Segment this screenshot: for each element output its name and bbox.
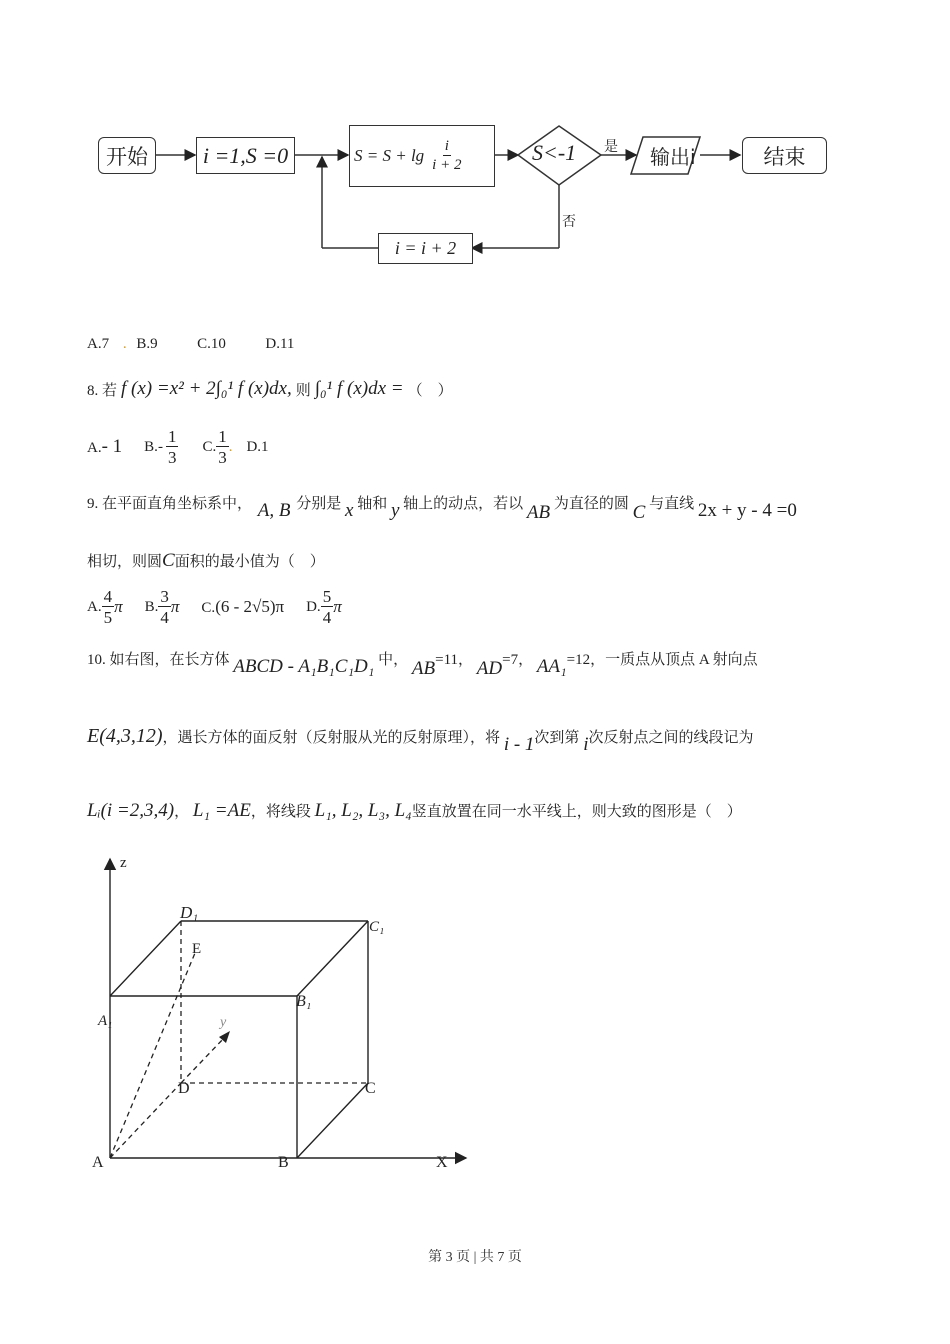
text: ，将线段 — [250, 804, 311, 820]
math-segments: L₁, L₂, L₃, L₄ — [314, 800, 412, 821]
cuboid-figure — [80, 845, 500, 1185]
q8-options — [87, 428, 269, 466]
math-cuboid: ABCD - A₁B₁C₁D₁ — [233, 656, 375, 677]
q7-option-b: B.9 — [136, 336, 158, 352]
page-footer: 第 3 页 | 共 7 页 — [428, 1250, 522, 1265]
vertex-C: C — [365, 1080, 376, 1097]
vertex-A1: A₁ — [98, 1013, 113, 1029]
q7-option-a: A.7 — [87, 336, 110, 352]
text: =12，一质点从顶点 A 射向点 — [566, 652, 758, 668]
text: 10. 如右图，在长方体 — [87, 652, 230, 668]
q8-option-c: C. $\frac{1}{3}$ . — [202, 427, 233, 467]
q7-option-d: D.11 — [265, 336, 295, 352]
math-AA1: AA₁ — [536, 656, 567, 677]
math-C: C — [632, 502, 646, 523]
q8-equation: f (x) =x² + 2∫₀¹ f (x)dx, — [121, 378, 292, 399]
question-9-line-1 — [87, 492, 867, 523]
vertex-D: D — [178, 1080, 190, 1097]
text: =7， — [502, 652, 534, 668]
axis-label-y: y — [220, 1015, 227, 1030]
question-8 — [87, 378, 453, 400]
text: =11， — [435, 652, 474, 668]
end-node — [742, 137, 827, 174]
math-line-equation: 2x + y - 4 =0 — [697, 500, 797, 521]
text: 中， — [378, 652, 409, 668]
question-9-line-2 — [87, 550, 325, 572]
math-x: x — [345, 500, 354, 521]
math-AB: AB — [526, 502, 551, 523]
cuboid-diagram — [80, 845, 500, 1185]
q9-option-b: B. $\frac{3}{4}$ π — [144, 587, 180, 627]
question-10-line-1 — [87, 648, 867, 679]
fraction-denominator: i + 2 — [432, 157, 462, 173]
math-y: y — [390, 500, 400, 521]
math-AB: A, B — [257, 500, 291, 521]
text: 与直线 — [649, 496, 695, 512]
q8-option-a: A.- 1 — [87, 436, 123, 457]
q9-option-a: A. $\frac{4}{5}$ π — [87, 587, 123, 627]
q9-option-c: C.(6 - 2√5)π — [201, 597, 285, 616]
math-Li: Lᵢ(i =2,3,4) — [87, 800, 175, 821]
text: ， — [174, 804, 190, 820]
q8-option-d: D.1 — [246, 438, 269, 455]
decorative-dot: . — [122, 336, 127, 352]
start-label: 开始 — [106, 144, 148, 169]
q8-integral: ∫₀¹ f (x)dx = — [314, 378, 404, 399]
question-10-line-3 — [87, 800, 742, 822]
q7-option-c: C.10 — [197, 336, 226, 352]
condition-label: S<-1 — [532, 140, 577, 165]
init-label: i =1,S =0 — [202, 142, 289, 168]
point-E: E — [192, 941, 202, 957]
q9-options — [87, 588, 342, 626]
text: 轴上的动点，若以 — [403, 496, 524, 512]
no-label: 否 — [562, 214, 576, 230]
text: 次反射点之间的线段记为 — [588, 730, 754, 746]
vertex-C1: C₁ — [369, 919, 385, 935]
increment-label: i = i + 2 — [394, 238, 457, 258]
update-node — [349, 125, 495, 187]
vertex-B: B — [278, 1154, 289, 1171]
vertex-D1: D₁ — [180, 903, 199, 922]
math-i: i — [583, 734, 589, 755]
end-label: 结束 — [763, 144, 806, 169]
math-AD: AD — [476, 658, 503, 679]
text: ，遇长方体的面反射（反射服从光的反射原理），将 — [162, 730, 501, 746]
q7-options — [87, 336, 294, 353]
update-fraction — [432, 139, 461, 173]
q9-option-d: D. $\frac{5}{4}$ π — [306, 587, 342, 627]
output-label: 输出i — [650, 145, 696, 169]
vertex-A: A — [92, 1154, 104, 1171]
axis-label-z: z — [120, 855, 127, 871]
text: 分别是 — [296, 496, 342, 512]
math-C: C — [162, 550, 175, 571]
q8-prefix: 8. 若 — [87, 382, 118, 399]
math-AB: AB — [411, 658, 436, 679]
math-L1: L₁ =AE — [192, 800, 251, 821]
math-i-minus-1: i - 1 — [503, 734, 535, 755]
text: 9. 在平面直角坐标系中， — [87, 496, 253, 512]
increment-node — [378, 233, 473, 264]
text: 次到第 — [534, 730, 580, 746]
text: 面积的最小值为（ ） — [174, 554, 325, 570]
yes-label: 是 — [604, 139, 618, 155]
q8-blank: （ ） — [407, 382, 453, 399]
init-node — [196, 137, 295, 174]
start-node — [98, 137, 156, 174]
text: 竖直放置在同一水平线上，则大致的图形是（ ） — [411, 804, 742, 820]
update-lhs: S = S + lg — [354, 146, 425, 165]
q8-option-b: B. - $\frac{1}{3}$ — [144, 427, 177, 467]
question-10-line-2 — [87, 725, 754, 755]
q8-then: 则 — [295, 382, 311, 399]
text: 轴和 — [357, 496, 388, 512]
text: 相切，则圆 — [87, 554, 163, 570]
axis-label-x: X — [436, 1154, 448, 1171]
vertex-B1: B₁ — [296, 993, 312, 1010]
text: 为直径的圆 — [553, 496, 629, 512]
math-point-E: E(4,3,12) — [87, 725, 163, 747]
fraction-numerator: i — [444, 138, 449, 154]
